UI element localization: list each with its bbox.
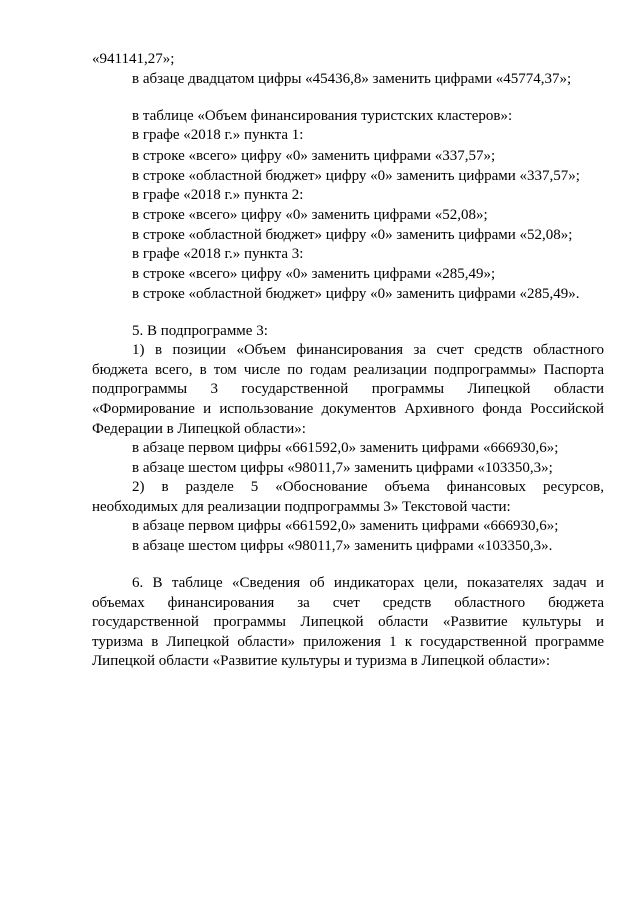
text-line: государственной программы Липецкой области «Развитие культуры и: [92, 614, 604, 630]
text-line: «941141,27»;: [92, 51, 175, 67]
text-line: туризма в Липецкой области» приложения 1 к государственной программе: [92, 634, 604, 650]
text-line: в абзаце шестом цифры «98011,7» заменить цифрами «103350,3».: [132, 538, 553, 554]
text-line: в графе «2018 г.» пункта 1:: [132, 127, 304, 143]
text-line: в абзаце шестом цифры «98011,7» заменить цифрами «103350,3»;: [132, 460, 553, 476]
text-line: в строке «областной бюджет» цифру «0» заменить цифрами «337,57»;: [132, 168, 580, 184]
text-line: в графе «2018 г.» пункта 3:: [132, 246, 304, 262]
text-line: подпрограммы 3 государственной программы Липецкой области: [92, 381, 604, 397]
text-line: 1) в позиции «Объем финансирования за счет средств областного: [132, 342, 604, 358]
text-line: в графе «2018 г.» пункта 2:: [132, 187, 304, 203]
text-line: в строке «всего» цифру «0» заменить цифрами «52,08»;: [132, 207, 488, 223]
text-line: в абзаце первом цифры «661592,0» заменить цифрами «666930,6»;: [132, 518, 559, 534]
text-line: «Формирование и использование документов Архивного фонда Российской: [92, 401, 604, 417]
text-line: в таблице «Объем финансирования туристских кластеров»:: [132, 108, 513, 124]
text-line: в строке «областной бюджет» цифру «0» заменить цифрами «52,08»;: [132, 227, 573, 243]
text-line: в абзаце двадцатом цифры «45436,8» заменить цифрами «45774,37»;: [132, 71, 572, 87]
text-line: 6. В таблице «Сведения об индикаторах цели, показателях задач и: [132, 575, 604, 591]
text-line: 2) в разделе 5 «Обоснование объема финансовых ресурсов,: [132, 479, 604, 495]
section-heading: 5. В подпрограмме 3:: [132, 323, 268, 339]
text-line: в строке «всего» цифру «0» заменить цифрами «285,49»;: [132, 266, 496, 282]
text-line: бюджета всего, в том числе по годам реализации подпрограммы» Паспорта: [92, 362, 604, 378]
text-line: в абзаце первом цифры «661592,0» заменить цифрами «666930,6»;: [132, 440, 559, 456]
text-line: Липецкой области «Развитие культуры и туризма в Липецкой области»:: [92, 653, 551, 669]
text-line: Федерации в Липецкой области»:: [92, 421, 306, 437]
text-line: в строке «всего» цифру «0» заменить цифрами «337,57»;: [132, 148, 496, 164]
text-line: необходимых для реализации подпрограммы 3» Текстовой части:: [92, 499, 511, 515]
text-line: объемах финансирования за счет средств областного бюджета: [92, 595, 604, 611]
text-line: в строке «областной бюджет» цифру «0» заменить цифрами «285,49».: [132, 286, 580, 302]
